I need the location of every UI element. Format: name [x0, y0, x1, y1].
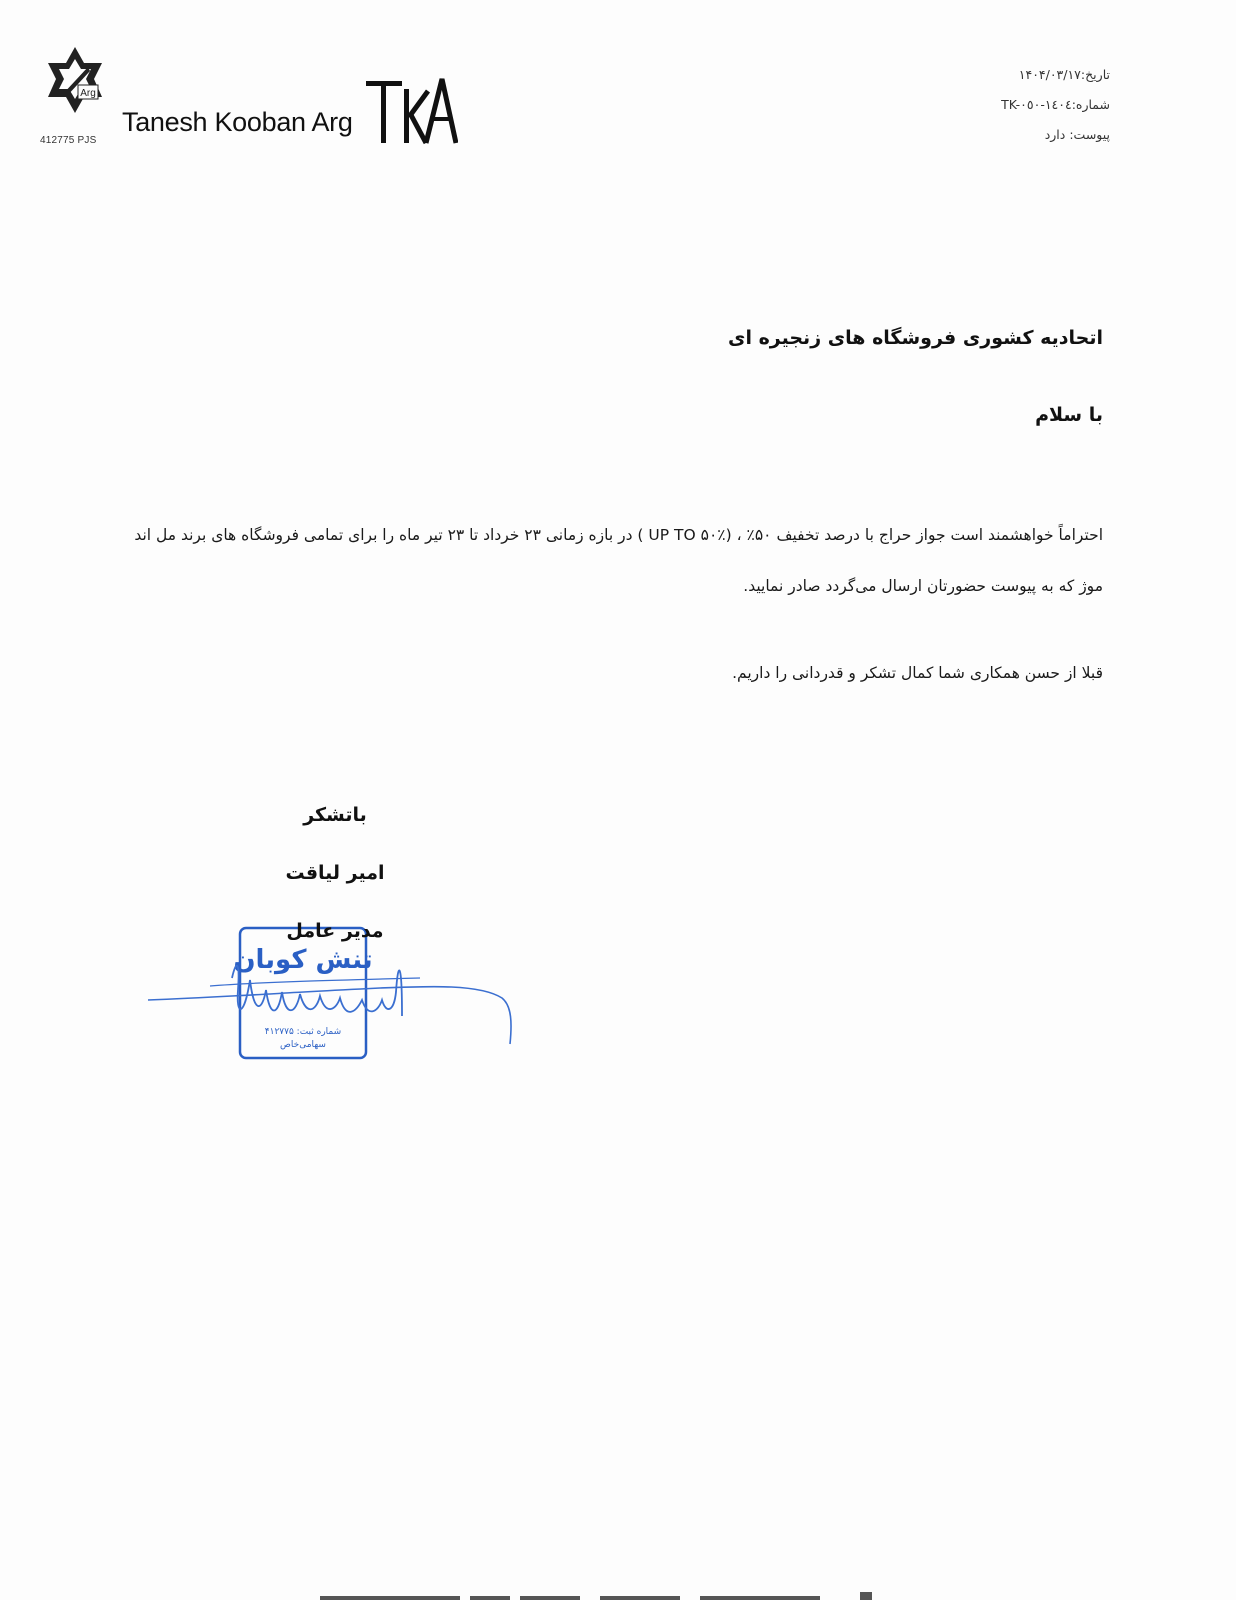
attachment-row	[1001, 120, 1110, 150]
company-name: Tanesh Kooban Arg	[122, 107, 353, 137]
number-row	[1001, 90, 1110, 120]
letterhead	[40, 45, 480, 155]
company-emblem-icon	[44, 45, 106, 133]
tka-monogram-logo	[366, 75, 458, 145]
recipient: اتحادیه کشوری فروشگاه های زنجیره ای	[728, 327, 1103, 349]
attachment-label: پیوست:	[1069, 127, 1110, 142]
letter-meta	[1001, 60, 1110, 150]
signature-underline	[210, 978, 420, 986]
date-row	[1001, 60, 1110, 90]
signer-title: مدیر عامل	[286, 920, 384, 942]
letter-thanks: قبلا از حسن همکاری شما کمال تشکر و قدردانی را داریم.	[732, 664, 1103, 682]
date-value: ۱۴۰۴/۰۳/۱۷	[1018, 67, 1081, 82]
stamp-company: تنش کوبان	[233, 945, 373, 975]
stamp-type: سهامی‌خاص	[280, 1040, 326, 1050]
footer-cutoff	[300, 1586, 940, 1600]
company-stamp-and-signature	[140, 920, 530, 1070]
date-label: تاریخ:	[1080, 67, 1110, 82]
closing: باتشکر	[303, 804, 367, 826]
registration-number: 412775 PJS	[40, 135, 97, 146]
letter-body: احتراماً خواهشمند است جواز حراج با درصد تخفیف ۵۰٪ ، (UP TO ۵۰٪ ) در بازه زمانی ۲۳ خرداد تا ۲۳ تیر ماه را برای تمامی فروشگاه های برند مل اند موژ که به پیوست حضورتان ارسال می‌گردد صادر نمایید.	[134, 526, 1103, 595]
signer-name: امیر لیاقت	[285, 862, 385, 884]
number-label: شماره:	[1071, 97, 1110, 112]
attachment-value: دارد	[1044, 127, 1066, 142]
greeting: با سلام	[1035, 404, 1103, 426]
number-value: TK-١٤٠٤-٠٥٠	[1001, 97, 1072, 112]
emblem-label: Arg	[80, 88, 96, 99]
stamp-registration: شماره ثبت: ۴۱۲۷۷۵	[264, 1027, 342, 1037]
